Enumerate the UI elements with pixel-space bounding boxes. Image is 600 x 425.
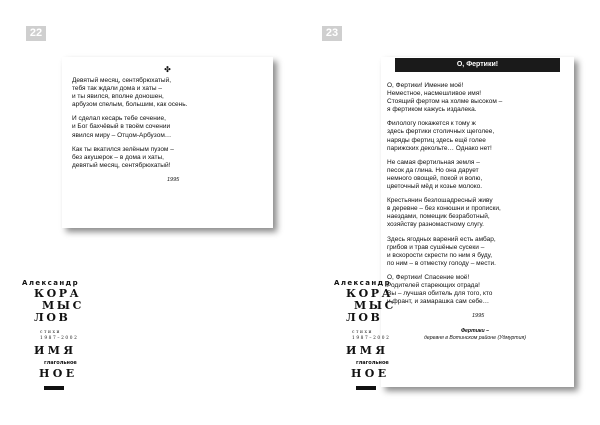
book-cover-logo-right [334,279,402,390]
author-surname-part: КОРА [346,287,394,300]
stanza [387,120,569,152]
poem-line: Крестьянин безлошадресный живу [387,197,493,205]
poem-line: арбузом спелым, большим, как осень. [72,101,188,109]
poem-line: грибов и трав сушёные сусеки – [387,243,485,251]
poem-line: Родителей стареющих отрада! [387,281,480,289]
cover-small-line: стихи [352,330,373,335]
book-title-word: НОЕ [39,367,78,380]
author-surname-part: ЛОВ [346,311,383,324]
poem-line: И сделал кесарь тебе сечение, [72,115,166,123]
author-first-name: Александр [22,279,80,287]
poem-line: Стоящий фертом на холме высоком – [387,98,503,106]
poem-line: Неместное, насмешливое имя! [387,90,482,98]
poem-line: и франт, и замарашка сам себе… [387,298,490,306]
left-poem [72,77,267,184]
poem-year: 1995 [472,313,485,320]
publisher-mark-icon [356,386,376,390]
right-poem-card [381,57,574,387]
footnote-text: деревня в Вотинском районе (Удмуртия) [423,335,527,342]
poem-line: хозяйству разномастному слугу. [387,221,484,229]
poem-line: песок да глина. Но она дарует [387,166,479,174]
poem-line: явился миру – Отцом-Арбузом… [72,131,172,139]
book-title-word: НОЕ [351,367,390,380]
stanza [387,82,569,114]
author-surname-part: МЫС [354,299,396,312]
author-surname-part: КОРА [34,287,82,300]
book-title-word: ИМЯ [346,344,389,357]
poem-line: девятый месяц, сентябрюхатый! [72,161,171,169]
book-title-word: ИМЯ [34,344,77,357]
cover-small-line: 1987–2002 [40,336,79,341]
poem-line: Вы – лучшая обитель для того, кто [387,290,493,298]
stanza [387,274,569,306]
poem-line: и Бог бахчёвый в твоём сочении [72,123,171,131]
poem-line: О, Фертики! Спасение моё! [387,273,470,281]
poem-line: наездами, помещик безработный, [387,213,490,221]
poem-line: тебя так ждали дома и хаты – [72,85,162,93]
poem-line: Здесь ягодных варений есть амбар, [387,235,496,243]
stanza [72,77,267,109]
cover-small-line: 1987–2002 [352,336,391,341]
footnote [387,328,569,342]
page-number-right: 23 [322,26,342,41]
poem-line: в деревне – без конюшни и прописки, [387,205,501,213]
cover-small-line: стихи [40,330,61,335]
poem-line: Как ты вкатился зелёным пузом – [72,145,174,153]
book-subtitle: глагольное [44,360,77,366]
poem-line: наряды фертиц здесь ещё голее [387,136,486,144]
author-surname-part: МЫС [42,299,84,312]
stanza [72,115,267,139]
poem-line: Не самая фертильная земля – [387,158,480,166]
poem-line: О, Фертики! Имение моё! [387,82,464,89]
stanza [387,159,569,191]
poem-line: я фертиком кажусь издалека. [387,106,477,114]
poem-year: 1995 [167,176,180,183]
poem-line: цветочный мёд и козье молоко. [387,183,483,191]
poem-line: Филологу покажется к тому ж [387,120,476,128]
stanza [387,236,569,268]
poem-line: немного овощей, покой и волю, [387,174,483,182]
poem-title: О, Фертики! [395,58,560,72]
poem-line: по ним – в отместку голоду – мести. [387,259,496,267]
right-poem [387,82,569,342]
footnote-term: Фертики – [460,328,489,335]
page-number-left: 22 [26,26,46,41]
book-subtitle: глагольное [356,360,389,366]
poem-line: парижских декольте… Однако нет! [387,144,492,152]
author-surname-part: ЛОВ [34,311,71,324]
publisher-mark-icon [44,386,64,390]
poem-line: Девятый месяц, сентябрюхатый, [72,77,172,84]
poem-line: без акушерок – в дома и хаты, [72,153,164,161]
left-poem-card [62,57,273,228]
poem-line: и вскорости скрести по ним я буду, [387,251,493,259]
author-first-name: Александр [334,279,392,287]
stanza [72,146,267,170]
ornament-icon: ✤ [164,65,171,74]
poem-line: здесь фертики столичных щеголее, [387,128,495,136]
book-cover-logo-left [22,279,90,390]
stanza [387,197,569,229]
poem-line: и ты явился, вполне доношен, [72,93,164,101]
